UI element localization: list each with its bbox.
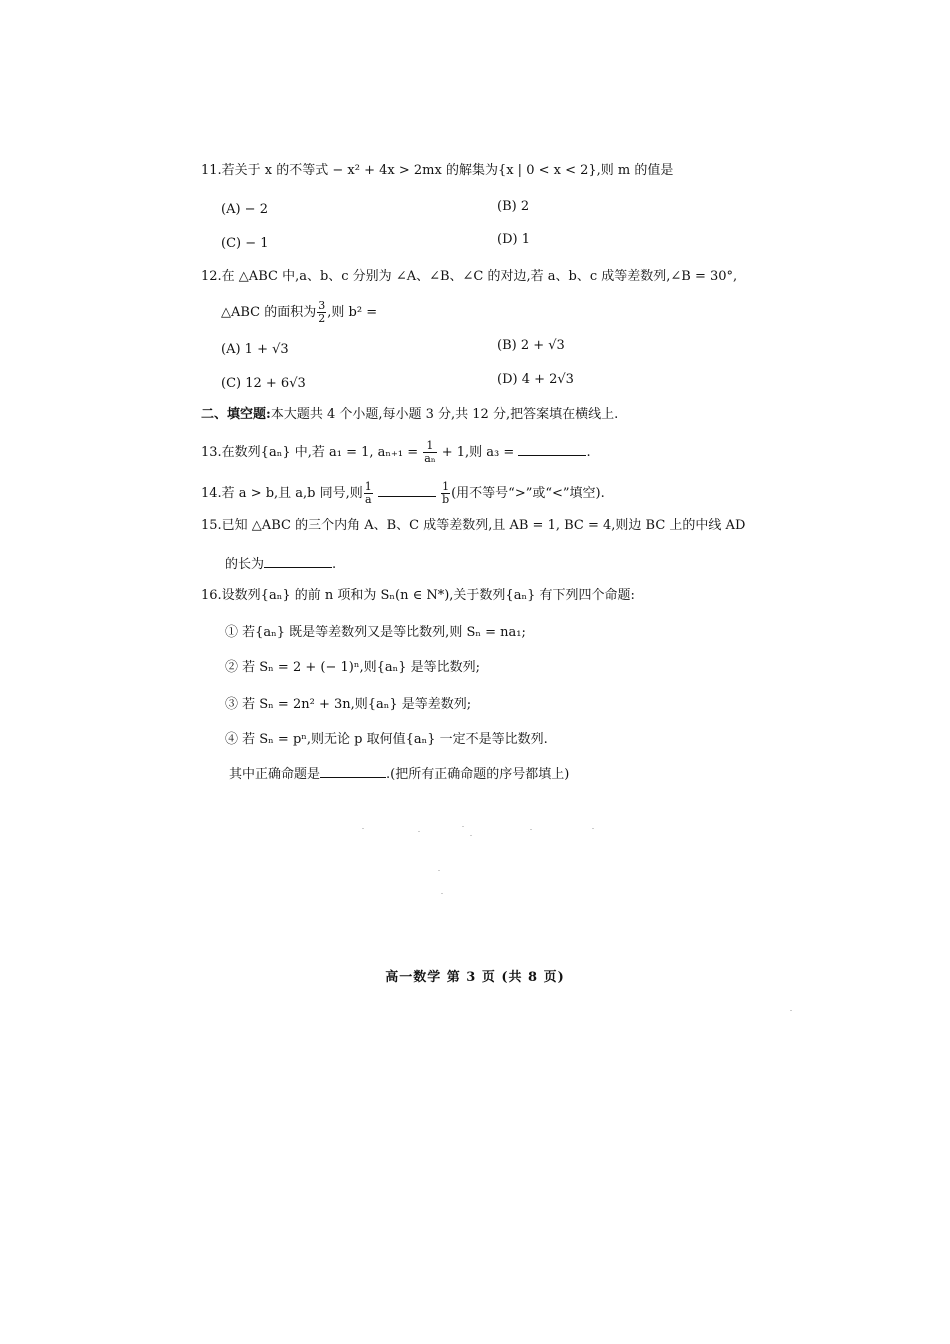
q13-frac-num: 1 — [423, 440, 436, 453]
scan-speck — [790, 1010, 792, 1011]
q13-end: . — [586, 445, 591, 460]
q12-stem-line1: 12.在 △ABC 中,a、b、c 分别为 ∠A、∠B、∠C 的对边,若 a、b、c 成等差数列,∠B = 30°, — [201, 269, 738, 284]
q12-frac-num: 3 — [318, 299, 326, 312]
q14-frac2-num: 1 — [442, 480, 450, 493]
q11-option-c: (C) − 1 — [221, 236, 269, 251]
q16-proposition-4: ④ 若 Sₙ = pⁿ,则无论 p 取何值{aₙ} 一定不是等比数列. — [225, 732, 548, 747]
q12-option-c: (C) 12 + 6√3 — [221, 376, 306, 391]
q14-frac1-num: 1 — [364, 480, 372, 493]
q14-fraction-1 — [364, 481, 373, 506]
scan-speck — [441, 893, 443, 894]
q12-stem2-pre: △ABC 的面积为 — [221, 305, 317, 320]
section2-text: 本大题共 4 个小题,每小题 3 分,共 12 分,把答案填在横线上. — [270, 407, 619, 422]
scan-speck — [592, 828, 594, 829]
scan-speck — [470, 835, 472, 836]
section2-header — [201, 406, 618, 424]
q12-fraction — [317, 300, 326, 325]
q16-stem: 16.设数列{aₙ} 的前 n 项和为 Sₙ(n ∈ N*),关于数列{aₙ} 有下列四个命题: — [201, 588, 635, 603]
q15-line1: 15.已知 △ABC 的三个内角 A、B、C 成等差数列,且 AB = 1, BC = 4,则边 BC 上的中线 AD — [201, 518, 746, 533]
q16-proposition-3: ③ 若 Sₙ = 2n² + 3n,则{aₙ} 是等差数列; — [225, 697, 472, 712]
q14-fraction-2 — [441, 481, 450, 506]
q12-option-b: (B) 2 + √3 — [497, 338, 565, 353]
q15-line2 — [225, 555, 336, 574]
page-footer: 高一数学 第 3 页 (共 8 页) — [385, 970, 565, 985]
q14-frac2-den: b — [442, 493, 450, 506]
q11-option-d: (D) 1 — [497, 232, 530, 247]
scan-speck — [462, 826, 464, 827]
q11-option-b: (B) 2 — [497, 199, 530, 214]
scan-speck — [418, 831, 420, 832]
q15-line2-post: . — [332, 557, 337, 572]
scan-speck — [362, 828, 364, 829]
q12-stem2-post: ,则 b² = — [327, 305, 378, 320]
q16-answer-line — [229, 765, 569, 784]
q16-proposition-2: ② 若 Sₙ = 2 + (− 1)ⁿ,则{aₙ} 是等比数列; — [225, 660, 481, 675]
q13-pre: 13.在数列{aₙ} 中,若 a₁ = 1, aₙ₊₁ = — [201, 445, 419, 460]
q15-line2-pre: 的长为 — [225, 557, 265, 572]
q12-frac-den: 2 — [318, 312, 326, 325]
q11-option-a: (A) − 2 — [221, 202, 268, 217]
q13-frac-den: aₙ — [424, 452, 436, 465]
q15-answer-blank[interactable] — [264, 555, 332, 568]
q16-answer-blank[interactable] — [320, 765, 386, 778]
scan-speck — [530, 829, 532, 830]
q13-answer-blank[interactable] — [518, 443, 586, 456]
q16-answer-pre: 其中正确命题是 — [229, 767, 321, 782]
q13-fraction — [423, 440, 436, 465]
q13-post: + 1,则 a₃ = — [441, 445, 515, 460]
scan-speck — [438, 870, 440, 871]
q16-proposition-1: ① 若{aₙ} 既是等差数列又是等比数列,则 Sₙ = na₁; — [225, 625, 526, 640]
q12-stem-line2 — [221, 300, 377, 325]
q14-frac1-den: a — [365, 493, 372, 506]
q14-post: (用不等号“>”或“<”填空). — [451, 486, 605, 501]
q16-answer-post: .(把所有正确命题的序号都填上) — [386, 767, 570, 782]
q14-answer-blank[interactable] — [378, 484, 436, 497]
q14-line — [201, 481, 605, 506]
q12-option-a: (A) 1 + √3 — [221, 342, 289, 357]
section2-title: 二、填空题: — [201, 407, 271, 422]
q12-option-d: (D) 4 + 2√3 — [497, 372, 574, 387]
q11-stem: 11.若关于 x 的不等式 − x² + 4x > 2mx 的解集为{x | 0 < x < 2},则 m 的值是 — [201, 163, 674, 178]
q13-line — [201, 440, 591, 465]
q14-pre: 14.若 a > b,且 a,b 同号,则 — [201, 486, 363, 501]
